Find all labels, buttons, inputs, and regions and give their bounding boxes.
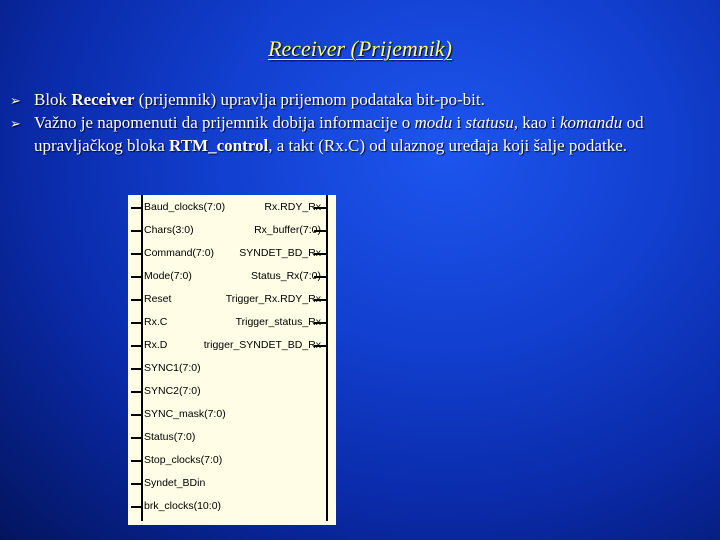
block-pin-row: [128, 223, 336, 237]
slide-title: Receiver (Prijemnik): [268, 36, 452, 61]
block-pin-row: [128, 499, 336, 513]
input-pin-line: [131, 299, 141, 301]
input-pin-label: Rx.C: [144, 316, 168, 328]
input-pin-label: Baud_clocks(7:0): [144, 201, 226, 213]
input-pin-label: SYNC_mask(7:0): [144, 408, 226, 420]
bullet-item-2: [0, 111, 700, 157]
arrow-bullet-icon: ➢: [10, 116, 21, 131]
block-pin-row: [128, 453, 336, 467]
block-pin-row: [128, 407, 336, 421]
output-pin-label: Rx.RDY_Rx: [264, 201, 321, 213]
block-pin-row: [128, 361, 336, 375]
input-pin-label: brk_clocks(10:0): [144, 500, 222, 512]
input-pin-line: [131, 322, 141, 324]
input-pin-label: Command(7:0): [144, 247, 215, 259]
bullet-2-text-c: , kao i: [513, 113, 560, 132]
input-pin-line: [131, 414, 141, 416]
input-pin-line: [131, 483, 141, 485]
input-pin-line: [131, 276, 141, 278]
bullet-2-text-d: od upravljačkog bloka: [34, 113, 644, 155]
input-pin-line: [131, 230, 141, 232]
bullet-2-rtm-control: RTM_control: [169, 136, 269, 155]
receiver-block-outline: [141, 195, 328, 521]
block-pin-row: [128, 269, 336, 283]
bullet-2-text-a: Važno je napomenuti da prijemnik dobija informacije o: [34, 113, 415, 132]
input-pin-label: Status(7:0): [144, 431, 196, 443]
input-pin-label: Mode(7:0): [144, 270, 192, 282]
bullet-2-statusu: statusu: [465, 113, 514, 132]
block-pin-row: [128, 338, 336, 352]
receiver-block-diagram: [128, 195, 336, 525]
input-pin-line: [131, 207, 141, 209]
output-pin-label: trigger_SYNDET_BD_Rx: [203, 339, 321, 351]
bullet-2-komandu: komandu: [559, 113, 623, 132]
bullet-2-text-b: i: [452, 113, 466, 132]
bullet-1-receiver-keyword: Receiver: [71, 90, 135, 109]
input-pin-line: [131, 437, 141, 439]
bullet-list: [0, 88, 700, 157]
bullet-2-text-e: , a takt (Rx.C) od ulaznog uređaja koji šalje podatke.: [268, 136, 627, 155]
block-pin-row: [128, 315, 336, 329]
block-pin-row: [128, 476, 336, 490]
output-pin-label: Status_Rx(7:0): [250, 270, 321, 282]
block-pin-row: [128, 430, 336, 444]
input-pin-label: Rx.D: [144, 339, 168, 351]
input-pin-label: SYNC2(7:0): [144, 385, 201, 397]
input-pin-label: Syndet_BDin: [144, 477, 206, 489]
block-pin-row: [128, 200, 336, 214]
input-pin-line: [131, 391, 141, 393]
bullet-2-modu: modu: [414, 113, 453, 132]
input-pin-label: Stop_clocks(7:0): [144, 454, 223, 466]
block-pin-row: [128, 384, 336, 398]
input-pin-label: Reset: [144, 293, 172, 305]
bullet-item-1: [0, 88, 700, 111]
block-pin-row: [128, 246, 336, 260]
output-pin-label: Rx_buffer(7:0): [254, 224, 321, 236]
input-pin-label: Chars(3:0): [144, 224, 194, 236]
input-pin-line: [131, 345, 141, 347]
input-pin-line: [131, 506, 141, 508]
input-pin-line: [131, 368, 141, 370]
input-pin-label: SYNC1(7:0): [144, 362, 201, 374]
bullet-1-text-a: Blok: [34, 90, 72, 109]
bullet-1-text-b: (prijemnik) upravlja prijemom podataka bit-po-bit.: [134, 90, 485, 109]
output-pin-label: SYNDET_BD_Rx: [239, 247, 321, 259]
input-pin-line: [131, 253, 141, 255]
output-pin-label: Trigger_status_Rx: [235, 316, 321, 328]
output-pin-label: Trigger_Rx.RDY_Rx: [225, 293, 321, 305]
input-pin-line: [131, 460, 141, 462]
block-pin-row: [128, 292, 336, 306]
arrow-bullet-icon: ➢: [10, 93, 21, 108]
